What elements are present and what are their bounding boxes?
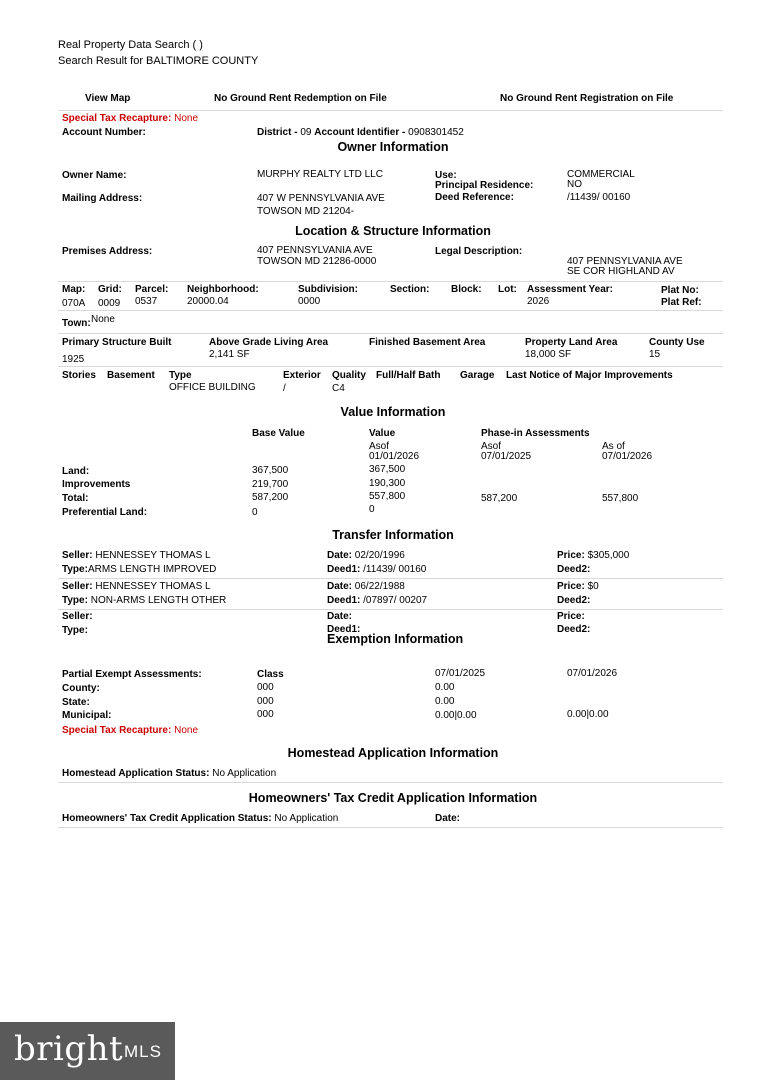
divider <box>58 366 723 367</box>
recapture-label: Special Tax Recapture: <box>62 725 172 736</box>
transfer-row-2-price: Price: $0 <box>557 581 599 592</box>
page-subtitle: Search Result for BALTIMORE COUNTY <box>58 55 259 67</box>
identifier-value: 0908301452 <box>408 127 464 138</box>
transfer-section-title: Transfer Information <box>332 528 454 542</box>
transfer-row-2-date: Date: 06/22/1988 <box>327 581 405 592</box>
quality-label: Quality <box>332 370 366 381</box>
divider <box>58 333 723 334</box>
page-title: Real Property Data Search ( ) <box>58 39 203 51</box>
district-label: District - <box>257 127 298 138</box>
major-improvements-label: Last Notice of Major Improvements <box>506 370 673 381</box>
legal-description-label: Legal Description: <box>435 246 523 257</box>
owner-section-title: Owner Information <box>337 140 449 154</box>
stories-label: Stories <box>62 370 96 381</box>
asof-phase1-date: 07/01/2025 <box>481 451 532 462</box>
transfer-row-1-date: Date: 02/20/1996 <box>327 550 405 561</box>
transfer-row-3-price-label: Price: <box>557 611 585 622</box>
lot-label: Lot: <box>498 284 517 295</box>
htc-section-title: Homeowners' Tax Credit Application Information <box>248 791 538 805</box>
transfer-row-3-deed2-label: Deed2: <box>557 624 591 635</box>
town-label: Town: <box>62 318 91 329</box>
municipal-exempt-label: Municipal: <box>62 710 112 721</box>
asof-phase2-label: As of <box>602 441 625 452</box>
ground-rent-registration-link[interactable]: No Ground Rent Registration on File <box>500 93 674 104</box>
legal-description-line2: SE COR HIGHLAND AV <box>567 266 675 277</box>
improvements-label: Improvements <box>62 479 131 490</box>
htc-status-value: No Application <box>274 813 339 824</box>
total-phase-in-2025: 587,200 <box>481 493 518 504</box>
preferential-land-value: 0 <box>369 504 375 515</box>
htc-date-label: Date: <box>435 813 461 824</box>
parcel-value: 0537 <box>135 296 158 307</box>
exemption-section-title: Exemption Information <box>327 632 464 646</box>
divider <box>58 609 723 610</box>
grid-value: 0009 <box>98 298 121 309</box>
parcel-label: Parcel: <box>135 284 169 295</box>
owner-name: MURPHY REALTY LTD LLC <box>257 169 383 180</box>
type-label: Type <box>169 370 192 381</box>
state-class: 000 <box>257 696 274 707</box>
exterior-value: / <box>283 383 286 394</box>
class-header: Class <box>257 669 284 680</box>
phase-in-header: Phase-in Assessments <box>481 428 590 439</box>
district-value: 09 <box>300 127 312 138</box>
transfer-row-1-seller: Seller: HENNESSEY THOMAS L <box>62 550 211 561</box>
deed-reference-label: Deed Reference: <box>435 192 514 203</box>
subdivision-value: 0000 <box>298 296 321 307</box>
owner-name-label: Owner Name: <box>62 170 127 181</box>
transfer-row-3-date-label: Date: <box>327 611 353 622</box>
homestead-status <box>62 768 276 780</box>
transfer-row-1-deed2: Deed2: <box>557 564 591 575</box>
town-value: None <box>91 314 115 325</box>
transfer-row-3-deed1-label: Deed1: <box>327 624 361 635</box>
bath-label: Full/Half Bath <box>376 370 441 381</box>
identifier-label: Account Identifier - <box>314 127 406 138</box>
transfer-row-2-type: Type: NON-ARMS LENGTH OTHER <box>62 595 227 606</box>
preferential-land-label: Preferential Land: <box>62 507 148 518</box>
recapture-label: Special Tax Recapture: <box>62 113 172 124</box>
transfer-row-3-seller-label: Seller: <box>62 611 93 622</box>
transfer-row-1-deed1: Deed1: /11439/ 00160 <box>327 564 427 575</box>
deed-reference-value: /11439/ 00160 <box>567 192 631 203</box>
asof-phase1-label: Asof <box>481 441 502 452</box>
asof-value-date: 01/01/2026 <box>369 451 420 462</box>
county-exempt-label: County: <box>62 683 100 694</box>
basement-label: Basement <box>107 370 155 381</box>
recapture-value: None <box>174 725 198 736</box>
mailing-address-label: Mailing Address: <box>62 193 143 204</box>
section-label: Section: <box>390 284 430 295</box>
account-number-label: Account Number: <box>62 127 146 138</box>
legal-description-line1: 407 PENNSYLVANIA AVE <box>567 256 683 267</box>
total-phase-in-2026: 557,800 <box>602 493 639 504</box>
plat-no-label: Plat No: <box>661 285 699 296</box>
county-use-label: County Use <box>649 337 705 348</box>
principal-residence-value: NO <box>567 179 582 190</box>
value-header: Value <box>369 428 396 439</box>
quality-value: C4 <box>332 383 345 394</box>
plat-ref-label: Plat Ref: <box>661 297 702 308</box>
land-value: 367,500 <box>369 464 406 475</box>
divider <box>58 782 723 783</box>
neighborhood-value: 20000.04 <box>187 296 229 307</box>
transfer-row-1-price: Price: $305,000 <box>557 550 630 561</box>
htc-status <box>62 813 338 825</box>
asof-phase2-date: 07/01/2026 <box>602 451 653 462</box>
preferential-land-base: 0 <box>252 507 258 518</box>
above-grade-area-label: Above Grade Living Area <box>209 337 329 348</box>
base-value-header: Base Value <box>252 428 305 439</box>
transfer-row-2-deed1: Deed1: /07897/ 00207 <box>327 595 428 606</box>
transfer-row-2-deed2: Deed2: <box>557 595 591 606</box>
homestead-status-value: No Application <box>212 768 277 779</box>
block-label: Block: <box>451 284 482 295</box>
state-exempt-label: State: <box>62 697 90 708</box>
municipal-class: 000 <box>257 709 274 720</box>
primary-structure-built-label: Primary Structure Built <box>62 337 172 348</box>
logo-suffix: MLS <box>124 1042 162 1061</box>
municipal-exempt-2025: 0.00|0.00 <box>435 710 477 721</box>
total-value: 557,800 <box>369 491 406 502</box>
property-land-area-label: Property Land Area <box>525 337 618 348</box>
premises-address-line1: 407 PENNSYLVANIA AVE <box>257 245 373 256</box>
use-label: Use: <box>435 170 457 181</box>
partial-exempt-label: Partial Exempt Assessments: <box>62 669 202 680</box>
view-map-link[interactable]: View Map <box>85 93 131 104</box>
ground-rent-redemption-link[interactable]: No Ground Rent Redemption on File <box>214 93 387 104</box>
total-label: Total: <box>62 493 89 504</box>
logo-wordmark: bright <box>14 1029 124 1069</box>
improvements-value: 190,300 <box>369 478 406 489</box>
primary-structure-built-value: 1925 <box>62 354 85 365</box>
county-class: 000 <box>257 682 274 693</box>
divider <box>58 310 723 311</box>
divider <box>58 827 723 828</box>
special-tax-recapture-footer <box>62 725 198 737</box>
account-identifier <box>257 127 464 139</box>
transfer-row-3-type-label: Type: <box>62 625 88 636</box>
homestead-status-label: Homestead Application Status: <box>62 768 210 779</box>
mailing-address-line2: TOWSON MD 21204- <box>257 206 355 217</box>
type-value: OFFICE BUILDING <box>169 382 256 393</box>
transfer-row-1-type: Type:ARMS LENGTH IMPROVED <box>62 564 217 575</box>
htc-status-label: Homeowners' Tax Credit Application Status: <box>62 813 272 824</box>
assessment-year-label: Assessment Year: <box>527 284 613 295</box>
finished-basement-label: Finished Basement Area <box>369 337 486 348</box>
transfer-row-2-seller: Seller: HENNESSEY THOMAS L <box>62 581 211 592</box>
above-grade-area-value: 2,141 SF <box>209 349 250 360</box>
divider <box>58 281 723 282</box>
land-label: Land: <box>62 466 90 477</box>
principal-residence-label: Principal Residence: <box>435 180 534 191</box>
county-exempt-2025: 0.00 <box>435 682 455 693</box>
county-use-value: 15 <box>649 349 661 360</box>
municipal-exempt-2026: 0.00|0.00 <box>567 709 609 720</box>
map-label: Map: <box>62 284 86 295</box>
grid-label: Grid: <box>98 284 122 295</box>
location-section-title: Location & Structure Information <box>295 224 491 238</box>
homestead-section-title: Homestead Application Information <box>287 746 499 760</box>
use-value: COMMERCIAL <box>567 169 635 180</box>
land-base-value: 367,500 <box>252 465 289 476</box>
divider <box>58 578 723 579</box>
state-exempt-2025: 0.00 <box>435 696 455 707</box>
mailing-address-line1: 407 W PENNSYLVANIA AVE <box>257 193 385 204</box>
property-land-area-value: 18,000 SF <box>525 349 572 360</box>
bright-mls-logo <box>0 1022 175 1080</box>
value-section-title: Value Information <box>340 405 446 419</box>
exemption-date-2025: 07/01/2025 <box>435 668 486 679</box>
garage-label: Garage <box>460 370 495 381</box>
premises-address-line2: TOWSON MD 21286-0000 <box>257 256 377 267</box>
divider <box>58 110 723 111</box>
recapture-value: None <box>174 113 198 124</box>
special-tax-recapture <box>62 113 198 125</box>
premises-address-label: Premises Address: <box>62 246 153 257</box>
improvements-base-value: 219,700 <box>252 479 289 490</box>
total-base-value: 587,200 <box>252 492 289 503</box>
assessment-year-value: 2026 <box>527 296 550 307</box>
subdivision-label: Subdivision: <box>298 284 358 295</box>
exterior-label: Exterior <box>283 370 321 381</box>
map-value: 070A <box>62 298 86 309</box>
asof-value-date-label: Asof <box>369 441 390 452</box>
neighborhood-label: Neighborhood: <box>187 284 259 295</box>
exemption-date-2026: 07/01/2026 <box>567 668 618 679</box>
